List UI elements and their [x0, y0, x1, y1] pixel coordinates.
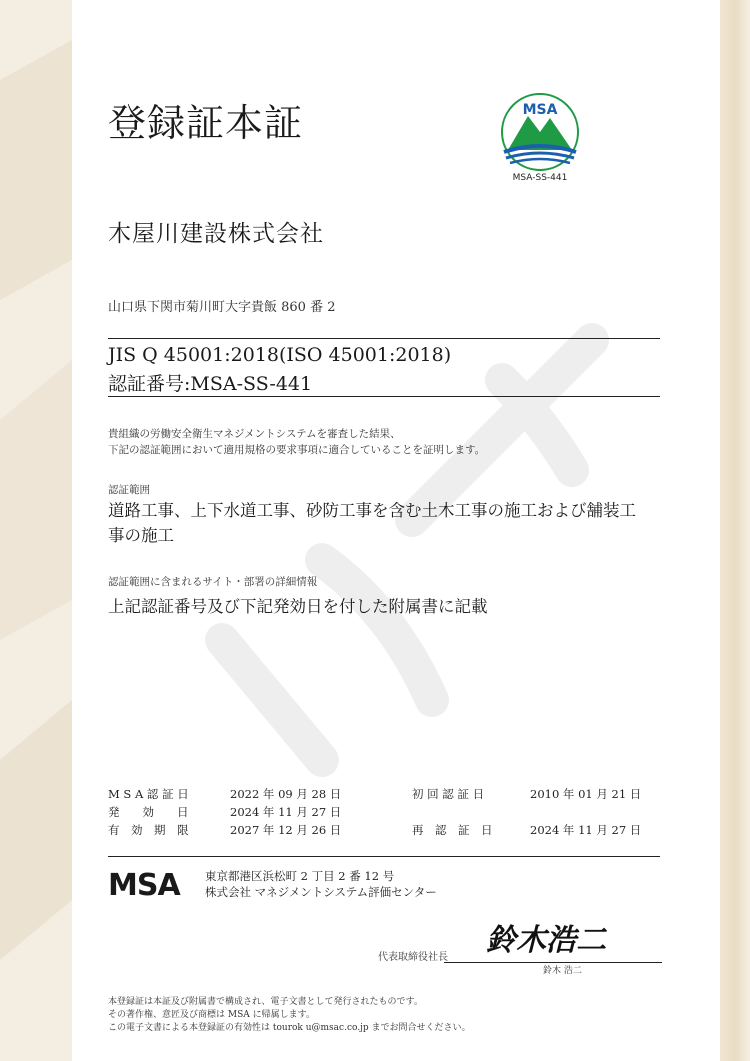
standard-reference: JIS Q 45001:2018(ISO 45001:2018)	[108, 344, 452, 366]
expiry-date-label: 有 効 期 限	[108, 823, 189, 837]
issuer-address: 東京都港区浜松町 2 丁目 2 番 12 号	[205, 869, 395, 883]
statement-line: 下記の認証範囲において適用規格の要求事項に適合していることを証明します。	[108, 444, 486, 456]
handwritten-signature	[482, 918, 642, 964]
issuer-details	[205, 868, 437, 900]
certification-number: 認証番号:MSA-SS-441	[108, 373, 313, 395]
logo-wordmark: MSA	[522, 102, 558, 118]
expiry-date-value: 2027 年 12 月 26 日	[230, 823, 342, 837]
certificate-title: 登録証本証	[108, 101, 304, 145]
footer-notes	[108, 996, 471, 1035]
company-address: 山口県下関市菊川町大字貴飯 860 番 2	[108, 300, 336, 315]
logo-caption: MSA-SS-441	[512, 173, 568, 183]
footer-line: この電子文書による本登録証の有効性は tourok u@msac.co.jp までお問合せください。	[108, 1023, 471, 1033]
scope-heading: 認証範囲	[108, 484, 150, 496]
scope-text	[108, 498, 668, 548]
paper-edge	[720, 0, 750, 1061]
initial-certification-date-label: 初 回 認 証 日	[412, 787, 485, 801]
representative-name: 鈴木 浩二	[543, 966, 582, 976]
divider-top	[108, 338, 660, 339]
recertification-date-value: 2024 年 11 月 27 日	[530, 823, 642, 837]
effective-date-value: 2024 年 11 月 27 日	[230, 805, 342, 819]
issuer-wordmark: MSA	[108, 868, 180, 903]
statement-line: 貴組織の労働安全衛生マネジメントシステムを審査した結果、	[108, 428, 401, 440]
issuer-organization: 株式会社 マネジメントシステム評価センター	[205, 885, 437, 899]
recertification-date-label: 再 認 証 日	[412, 823, 493, 837]
msa-certification-date-label: M S A 認 証 日	[108, 787, 189, 801]
initial-certification-date-value: 2010 年 01 月 21 日	[530, 787, 642, 801]
msa-certification-date-value: 2022 年 09 月 28 日	[230, 787, 342, 801]
signature-text: 鈴木浩二	[486, 923, 606, 958]
scope-line: 事の施工	[108, 526, 174, 545]
date-row-msa	[108, 786, 189, 802]
msa-certification-logo	[498, 92, 582, 184]
divider-issuer	[108, 856, 660, 857]
company-name: 木屋川建設株式会社	[108, 221, 324, 247]
scope-line: 道路工事、上下水道工事、砂防工事を含む土木工事の施工および舗装工	[108, 501, 636, 520]
footer-line: その著作権、意匠及び商標は MSA に帰属します。	[108, 1010, 315, 1020]
divider-bottom	[108, 396, 660, 397]
footer-line: 本登録証は本証及び附属書で構成され、電子文書として発行されたものです。	[108, 997, 423, 1007]
sites-text: 上記認証番号及び下記発効日を付した附属書に記載	[108, 597, 488, 616]
effective-date-label: 発 効 日	[108, 805, 189, 819]
representative-title: 代表取締役社長	[378, 952, 448, 963]
sites-heading: 認証範囲に含まれるサイト・部署の詳細情報	[108, 576, 318, 588]
statement	[108, 426, 485, 458]
